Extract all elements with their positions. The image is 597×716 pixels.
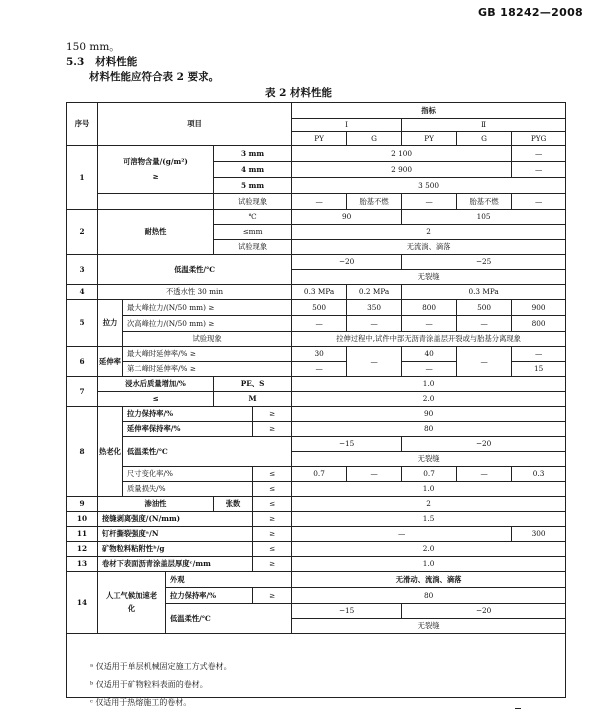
value-cell: 30 [292,347,347,362]
value-cell: 800 [512,316,566,332]
value-cell: — [292,194,347,210]
value-cell: — [512,162,566,178]
value-cell: 无裂缝 [292,452,566,467]
value-cell: 1.0 [292,482,566,497]
comparator: ≥ [253,588,292,604]
value-cell: — [402,362,457,377]
sub-label: M [214,392,292,407]
blank-cell [98,194,214,210]
value-cell: — [512,194,566,210]
comparator: ≥ [253,407,292,422]
header-col: G [457,132,512,146]
value-cell: 80 [292,422,566,437]
header-group-2: Ⅱ [402,119,566,132]
table-row [67,194,566,210]
comparator: ≥ [253,512,292,527]
row-item: 人工气候加速老化 [98,572,166,634]
row-number: 2 [67,210,98,255]
value-cell: 0.2 MPa [347,285,402,300]
table-row [67,377,566,392]
sub-label: 3 mm [214,146,292,162]
sub-label: 质量损失/% [123,482,253,497]
sub-label: 4 mm [214,162,292,178]
value-cell: 0.3 [512,467,566,482]
continuation-text: 150 mm。 [66,41,120,53]
value-cell: — [292,362,347,377]
table-row [67,392,566,407]
value-cell: — [347,467,402,482]
value-cell: 500 [292,300,347,316]
value-cell: 拉伸过程中,试件中部无沥青涂盖层开裂或与胎基分离现象 [292,332,566,347]
value-cell: −20 [292,255,402,270]
row-item-comparator: ≤ [98,392,214,407]
sub-label: 尺寸变化率/% [123,467,253,482]
value-cell: 0.7 [402,467,457,482]
row-item: 矿物粒料粘附性ᵇ/g [98,542,253,557]
sub-label: 试验现象 [214,194,292,210]
value-cell: — [402,194,457,210]
sub-label: 5 mm [214,178,292,194]
table-row [67,332,566,347]
section-text: 材料性能应符合表 2 要求。 [89,71,220,83]
footnotes [0,653,597,716]
row-number: 12 [67,542,98,557]
sub-label: 低温柔性/℃ [166,604,292,634]
value-cell: 无流淌、滴落 [292,240,566,255]
table-row [67,572,566,588]
footnote-a: ᵃ 仅适用于单层机械固定施工方式卷材。 [90,662,232,671]
value-cell: 2.0 [292,392,566,407]
sub-label: ≤mm [214,225,292,240]
row-number: 10 [67,512,98,527]
value-cell: 2 [292,225,566,240]
value-cell: — [512,146,566,162]
row-item: 浸水后质量增加/% [98,377,214,392]
value-cell: −15 [292,437,402,452]
row-number: 4 [67,285,98,300]
value-cell: — [457,316,512,332]
value-cell: 0.3 MPa [402,285,566,300]
value-cell: 2.0 [292,542,566,557]
row-number: 14 [67,572,98,634]
value-cell: — [292,527,512,542]
value-cell: 1.5 [292,512,566,527]
sub-label: 拉力保持率/% [166,588,253,604]
value-cell: 2 900 [292,162,512,178]
standard-code: GB 18242—2008 [477,6,583,19]
value-cell: −20 [402,604,566,619]
value-cell: 胎基不燃 [457,194,512,210]
table-row [67,210,566,225]
page-mark [515,708,521,712]
value-cell: 0.7 [292,467,347,482]
value-cell: — [402,316,457,332]
row-number: 5 [67,300,98,347]
sub-label: 次高峰拉力/(N/50 mm) ≥ [123,316,292,332]
value-cell: 350 [347,300,402,316]
table-row [67,316,566,332]
table-row [67,347,566,362]
row-item: 耐热性 [98,210,214,255]
value-cell: 800 [402,300,457,316]
footnote-c: ᶜ 仅适用于热熔施工的卷材。 [90,698,192,707]
value-cell: −15 [292,604,402,619]
value-cell: −20 [402,437,566,452]
comparator: ≥ [253,422,292,437]
value-cell: 无裂缝 [292,619,566,634]
table-row [67,482,566,497]
table-row [67,300,566,316]
header-col: PY [402,132,457,146]
sub-label: 试验现象 [214,240,292,255]
value-cell: 0.3 MPa [292,285,347,300]
row-item-label: 可溶物含量/(g/m²) [123,157,188,167]
row-number: 1 [67,146,98,210]
table-row [67,146,566,162]
row-item: 延伸率 [98,347,123,377]
table-row [67,527,566,542]
row-item: 低温柔性/℃ [98,255,292,285]
row-number: 3 [67,255,98,285]
header-group-1: Ⅰ [292,119,402,132]
row-item: 卷材下表面沥青涂盖层厚度ᶜ/mm [98,557,253,572]
sub-label: 第二峰时延伸率/% ≥ [123,362,292,377]
table-row [67,512,566,527]
sub-label: 试验现象 [123,332,292,347]
comparator: ≥ [253,557,292,572]
sub-label: 低温柔性/℃ [123,437,292,467]
value-cell: 40 [402,347,457,362]
row-item: 渗油性 [98,497,214,512]
footnote-b: ᵇ 仅适用于矿物粒料表面的卷材。 [90,680,208,689]
section-title: 材料性能 [95,56,138,68]
value-cell: — [347,347,402,377]
row-item: 热老化 [98,407,123,497]
table-row [67,497,566,512]
value-cell: — [512,347,566,362]
sub-label: 最大峰拉力/(N/50 mm) ≥ [123,300,292,316]
sub-label: 外观 [166,572,292,588]
sub-label: PE、S [214,377,292,392]
value-cell: 无滑动、流淌、滴落 [292,572,566,588]
sub-label: 张数 [214,497,253,512]
value-cell: — [457,467,512,482]
row-number: 7 [67,377,98,407]
header-col: G [347,132,402,146]
comparator: ≥ [253,527,292,542]
row-number: 13 [67,557,98,572]
row-item-comparator: ≥ [152,172,159,182]
value-cell: 300 [512,527,566,542]
table-row [67,255,566,270]
value-cell: — [347,316,402,332]
table-header-row [67,103,566,119]
table-row [67,467,566,482]
comparator: ≤ [253,497,292,512]
table-row [67,437,566,452]
value-cell: 15 [512,362,566,377]
row-number: 11 [67,527,98,542]
header-seq: 序号 [67,103,98,146]
value-cell: −25 [402,255,566,270]
section-number: 5.3 [66,56,85,68]
value-cell: 90 [292,407,566,422]
row-item: 接缝剥离强度/(N/mm) [98,512,253,527]
value-cell: 胎基不燃 [347,194,402,210]
comparator: ≤ [253,467,292,482]
value-cell: 500 [457,300,512,316]
sub-label: 拉力保持率/% [123,407,253,422]
value-cell: 无裂缝 [292,270,566,285]
material-properties-table [66,102,566,698]
row-item: 不透水性 30 min [98,285,292,300]
value-cell: 1.0 [292,377,566,392]
value-cell: 2 [292,497,566,512]
row-number: 9 [67,497,98,512]
row-item: 拉力 [98,300,123,347]
table-row [67,285,566,300]
value-cell: — [292,316,347,332]
section-heading [66,54,137,69]
value-cell: 105 [402,210,566,225]
value-cell: 1.0 [292,557,566,572]
header-item: 项目 [98,103,292,146]
table-row [67,557,566,572]
value-cell: 3 500 [292,178,566,194]
table-caption: 表 2 材料性能 [264,87,333,99]
header-indicator: 指标 [292,103,566,119]
value-cell: 80 [292,588,566,604]
value-cell: 900 [512,300,566,316]
sub-label: ℃ [214,210,292,225]
header-col: PYG [512,132,566,146]
value-cell: 90 [292,210,402,225]
row-item: 钉杆撕裂强度ᵃ/N [98,527,253,542]
comparator: ≤ [253,542,292,557]
row-number: 8 [67,407,98,497]
table-row [67,407,566,422]
table-row [67,542,566,557]
header-col: PY [292,132,347,146]
row-number: 6 [67,347,98,377]
sub-label: 延伸率保持率/% [123,422,253,437]
table-row [67,422,566,437]
row-item [98,146,214,194]
comparator: ≤ [253,482,292,497]
sub-label: 最大峰时延伸率/% ≥ [123,347,292,362]
value-cell: — [457,347,512,377]
value-cell: 2 100 [292,146,512,162]
